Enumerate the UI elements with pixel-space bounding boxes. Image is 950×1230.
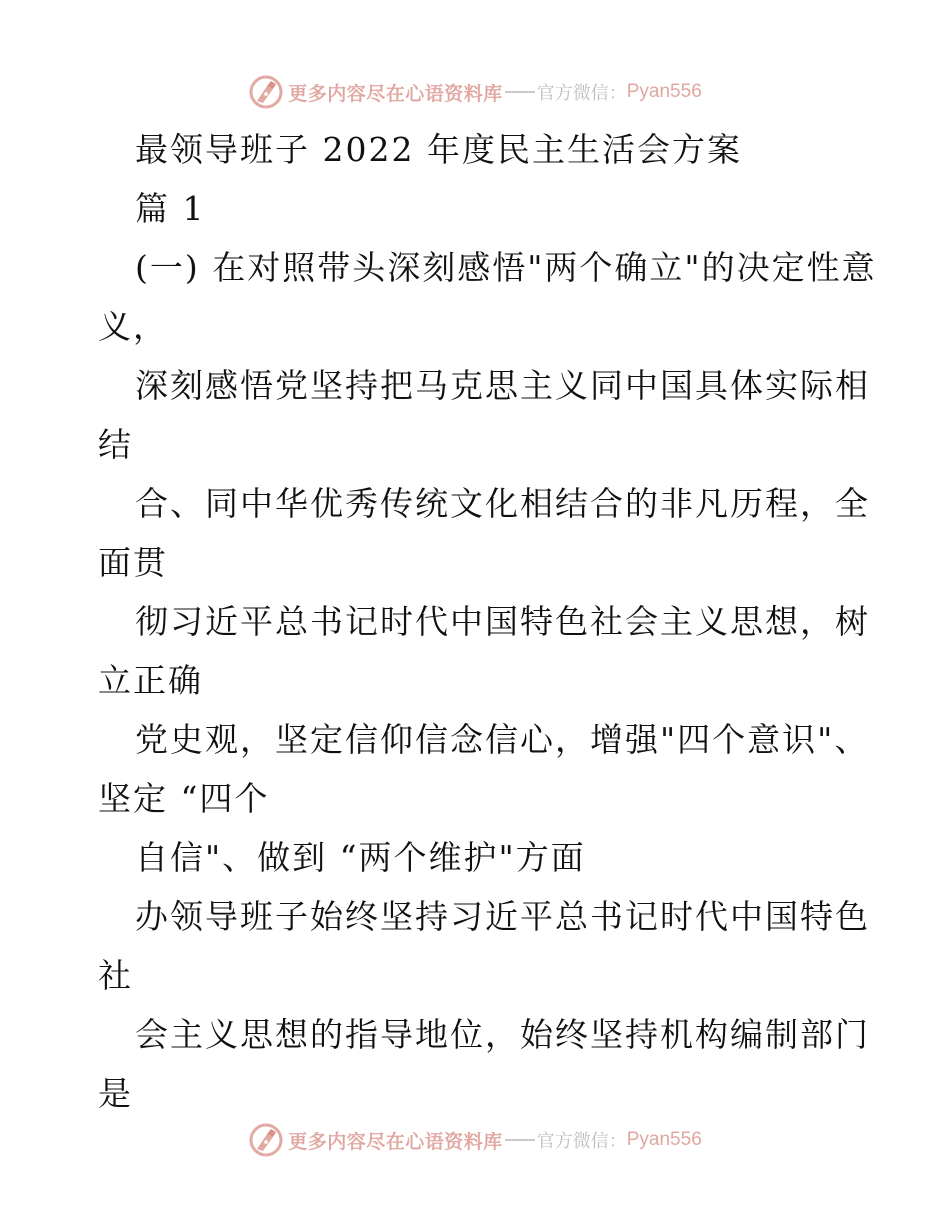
text-line: 会主义思想的指导地位，始终坚持机构编制部门 [135,1015,870,1054]
document-body [98,120,877,1123]
text-line: 义， [98,307,168,346]
watermark-label: 官方微信： [536,1131,627,1152]
text-line: 社 [98,956,133,995]
text-line: 篇 1 [135,189,206,228]
text-line: 自信"、做到 “两个维护"方面 [135,838,586,877]
text-line: 立正确 [98,661,203,700]
pen-nib-logo-icon [248,74,284,110]
text-line: 面贯 [98,543,168,582]
watermark-brand: 更多内容尽在心语资料库 [288,1130,503,1153]
watermark-wechat-id: Pyan556 [626,1129,702,1150]
header-watermark [0,72,950,112]
text-line: 深刻感悟党坚持把马克思主义同中国具体实际相 [135,366,870,405]
text-line: 坚定 “四个 [98,779,270,818]
watermark-brand: 更多内容尽在心语资料库 [288,82,503,105]
pen-nib-logo-icon [248,1122,284,1158]
footer-watermark [0,1120,950,1160]
text-line: (一) 在对照带头深刻感悟"两个确立"的决定性意 [135,248,877,287]
text-line: 党史观，坚定信仰信念信心，增强"四个意识"、 [135,720,870,759]
text-line: 结 [98,425,133,464]
text-line: 是 [98,1074,133,1113]
watermark-label: 官方微信： [536,83,627,104]
watermark-wechat-id: Pyan556 [626,81,702,102]
watermark-dash [505,1139,535,1141]
text-line: 彻习近平总书记时代中国特色社会主义思想，树 [135,602,870,641]
text-line: 合、同中华优秀传统文化相结合的非凡历程，全 [135,484,870,523]
text-line: 办领导班子始终坚持习近平总书记时代中国特色 [135,897,870,936]
document-title: 最领导班子 2022 年度民主生活会方案 [135,130,742,169]
watermark-dash [505,91,535,93]
